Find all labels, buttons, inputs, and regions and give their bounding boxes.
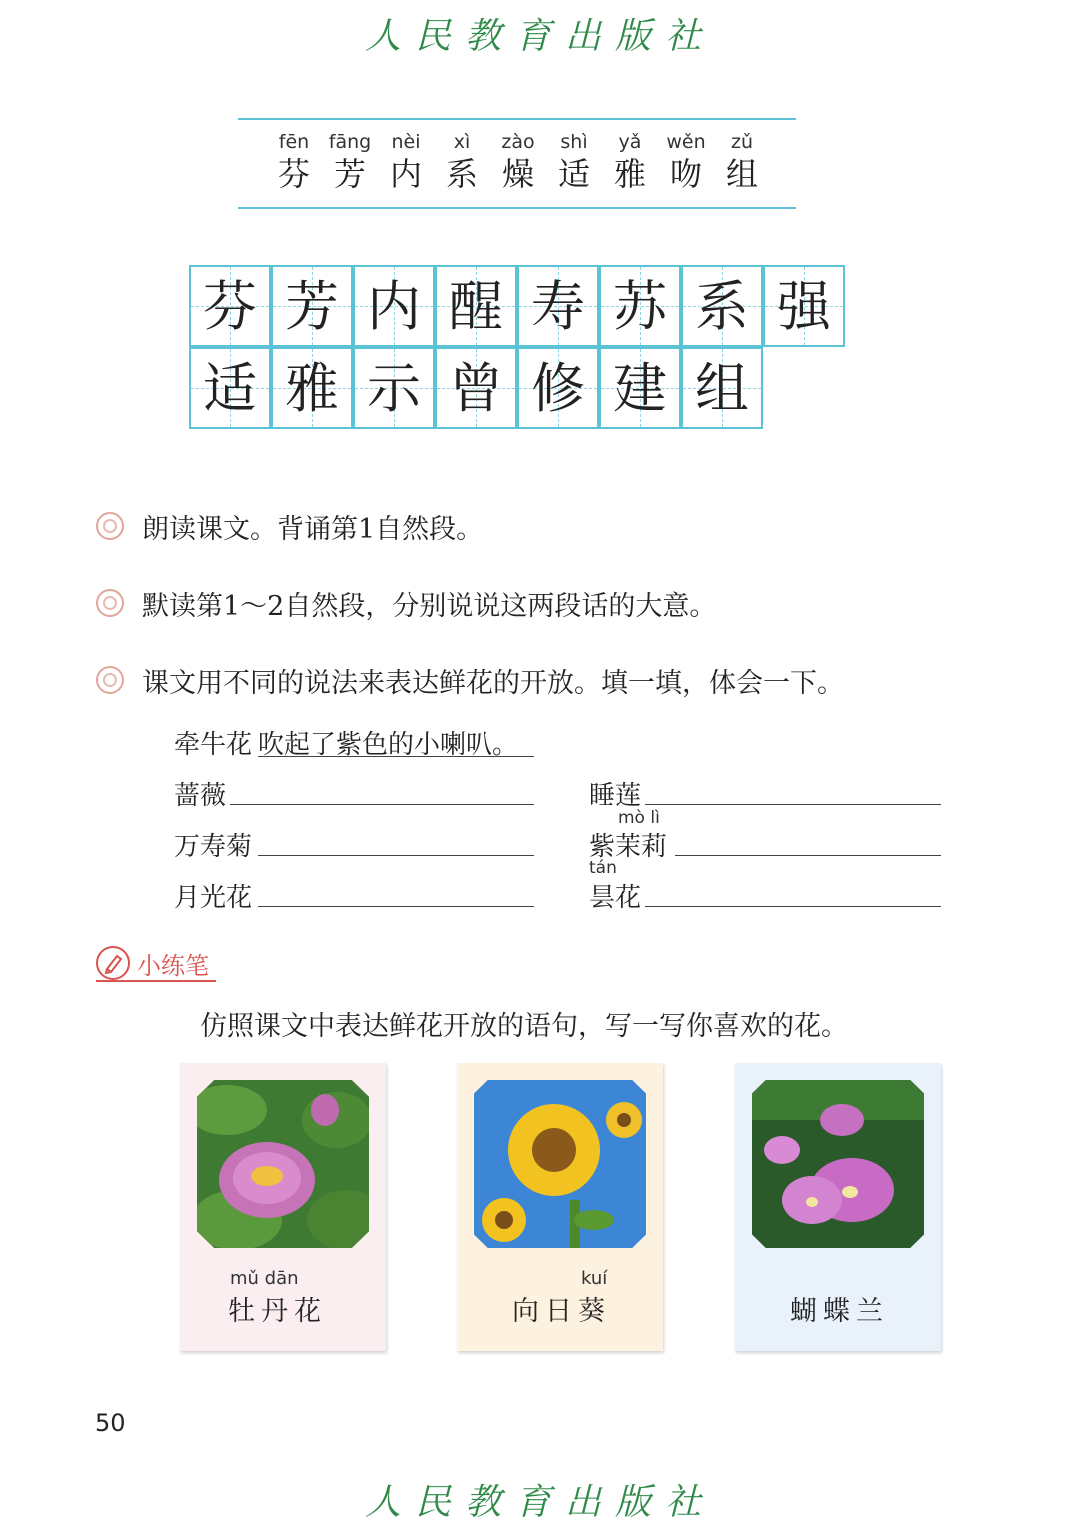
pen-icon <box>96 946 130 980</box>
grid-char: 修 <box>531 357 585 420</box>
grid-char: 强 <box>777 275 831 338</box>
fill-blank[interactable] <box>645 906 941 907</box>
grid-cell <box>435 265 517 347</box>
grid-cell <box>517 347 599 429</box>
fill-label-left-1: 蔷薇 <box>174 781 227 811</box>
grid-cell <box>599 265 681 347</box>
vocab-pinyin: yǎ <box>618 131 642 153</box>
grid-cell <box>189 347 271 429</box>
grid-char: 雅 <box>285 357 339 420</box>
orchid-photo <box>752 1080 924 1248</box>
grid-cell <box>599 347 681 429</box>
grid-char: 示 <box>367 357 421 420</box>
card-name: 蝴蝶兰 <box>790 1296 889 1327</box>
flower-card-peony <box>180 1063 386 1351</box>
exercise-bullet-icon <box>96 512 124 540</box>
card-pinyin: kuí <box>581 1268 608 1289</box>
grid-cell <box>353 265 435 347</box>
example-answer: 吹起了紫色的小喇叭。 <box>258 730 519 760</box>
grid-cell <box>271 347 353 429</box>
fill-blank[interactable] <box>258 855 534 856</box>
grid-cell <box>189 265 271 347</box>
grid-char: 组 <box>695 357 749 420</box>
vocab-char: 吻 <box>669 155 702 193</box>
example-flower: 牵牛花 <box>174 730 253 760</box>
exercise-bullet-icon <box>96 589 124 617</box>
vocab-pinyin: zǔ <box>730 131 753 153</box>
vocab-item <box>714 130 770 194</box>
vocab-item <box>658 130 714 194</box>
vocab-char: 内 <box>389 155 422 193</box>
exercise-1: 朗读课文。背诵第1自然段。 <box>142 514 484 545</box>
grid-cell <box>681 265 763 347</box>
vocab-pinyin: fēn <box>278 131 310 153</box>
exercise-3: 课文用不同的说法来表达鲜花的开放。填一填，体会一下。 <box>142 668 844 699</box>
vocab-char: 系 <box>445 155 478 193</box>
flower-card-orchid <box>735 1063 941 1351</box>
example-underline <box>258 756 534 757</box>
vocab-top-rule <box>238 118 796 120</box>
card-name: 向日葵 <box>512 1296 611 1327</box>
vocab-pinyin: zào <box>501 131 535 153</box>
vocab-item <box>490 130 546 194</box>
vocab-char: 燥 <box>501 155 534 193</box>
fill-blank[interactable] <box>645 804 941 805</box>
grid-cell <box>681 347 763 429</box>
grid-char: 芬 <box>203 275 257 338</box>
vocab-bottom-rule <box>238 207 796 209</box>
fill-blank[interactable] <box>230 804 534 805</box>
exercise-bullet-icon <box>96 666 124 694</box>
vocab-item <box>434 130 490 194</box>
fill-label-left-3: 月光花 <box>174 883 253 913</box>
vocab-item <box>546 130 602 194</box>
grid-char: 内 <box>367 275 421 338</box>
vocab-item <box>378 130 434 194</box>
vocab-pinyin: fāng <box>328 131 372 153</box>
grid-char: 芳 <box>285 275 339 338</box>
grid-char: 系 <box>695 275 749 338</box>
card-name: 牡丹花 <box>228 1296 327 1327</box>
vocab-char: 芬 <box>277 155 310 193</box>
vocab-item <box>322 130 378 194</box>
publisher-header: 人民教育出版社 <box>364 16 715 57</box>
grid-char: 寿 <box>531 275 585 338</box>
vocab-char: 组 <box>725 155 758 193</box>
fill-label-left-2: 万寿菊 <box>174 832 253 862</box>
grid-char: 建 <box>613 357 667 420</box>
grid-cell <box>763 265 845 347</box>
vocab-pinyin: nèi <box>391 131 421 153</box>
card-pinyin: mǔ dān <box>230 1268 299 1289</box>
sunflower-photo <box>474 1080 646 1248</box>
fill-pinyin-right-2: mò lì <box>618 808 660 828</box>
vocab-item <box>266 130 322 194</box>
grid-char: 适 <box>203 357 257 420</box>
fill-label-right-1: 睡莲 <box>589 781 642 811</box>
fill-label-right-2: 紫茉莉 <box>589 832 668 862</box>
practice-title: 小练笔 <box>137 952 209 980</box>
vocab-pinyin: shì <box>560 131 588 153</box>
grid-cell <box>353 347 435 429</box>
grid-char: 苏 <box>613 275 667 338</box>
page-number: 50 <box>95 1409 126 1437</box>
fill-blank[interactable] <box>258 906 534 907</box>
fill-label-right-3: 昙花 <box>589 883 642 913</box>
grid-cell <box>435 347 517 429</box>
vocab-char: 适 <box>557 155 590 193</box>
flower-card-sunflower <box>457 1063 663 1351</box>
grid-cell <box>517 265 599 347</box>
vocab-char: 芳 <box>333 155 366 193</box>
grid-char: 醒 <box>449 275 503 338</box>
peony-photo <box>197 1080 369 1248</box>
publisher-footer: 人民教育出版社 <box>364 1482 715 1523</box>
exercise-2: 默读第1～2自然段，分别说说这两段话的大意。 <box>142 591 717 622</box>
grid-cell <box>271 265 353 347</box>
vocab-item <box>602 130 658 194</box>
fill-pinyin-right-3: tán <box>589 858 617 878</box>
fill-blank[interactable] <box>675 855 941 856</box>
vocab-char: 雅 <box>613 155 646 193</box>
practice-instruction: 仿照课文中表达鲜花开放的语句，写一写你喜欢的花。 <box>200 1011 848 1042</box>
practice-underline <box>96 980 216 982</box>
vocab-pinyin: xì <box>453 131 471 153</box>
grid-char: 曾 <box>449 357 503 420</box>
vocab-pinyin: wěn <box>666 131 706 153</box>
